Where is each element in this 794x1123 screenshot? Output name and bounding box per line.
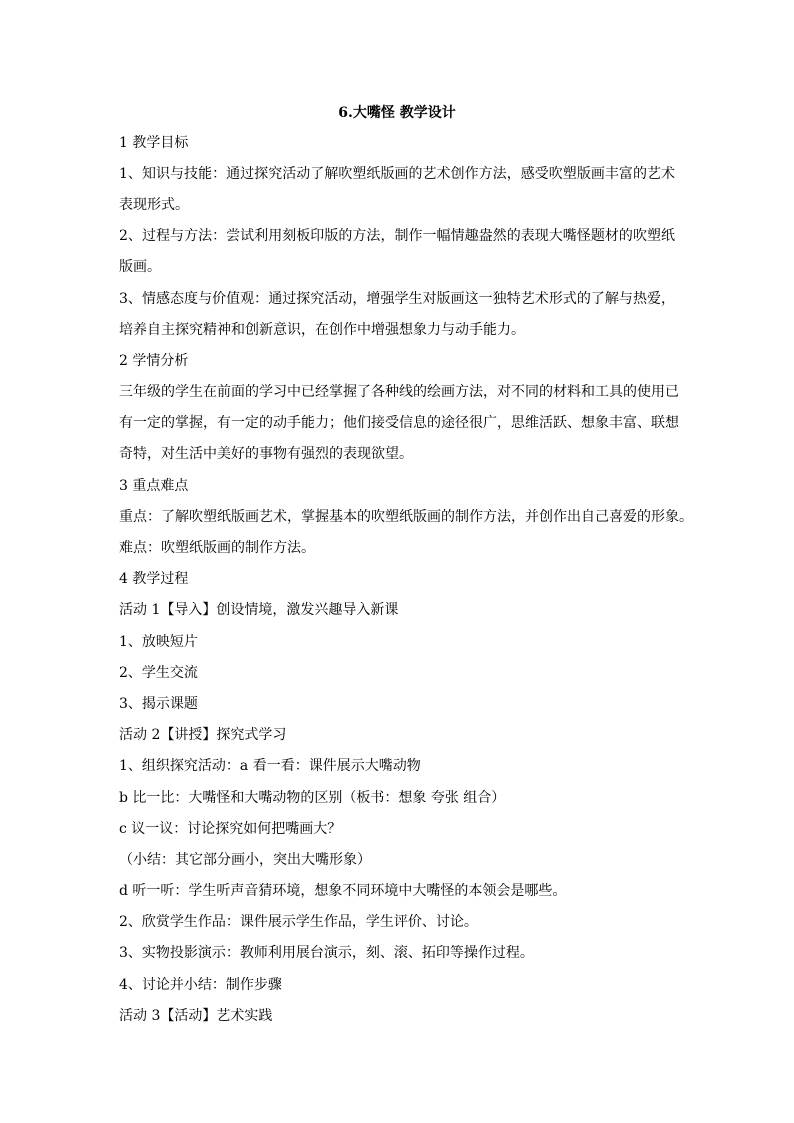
list-item: b 比一比：大嘴怪和大嘴动物的区别（板书：想象 夸张 组合）	[119, 790, 506, 806]
list-item: 1、组织探究活动：a 看一看：课件展示大嘴动物	[119, 758, 421, 774]
paragraph-line: 三年级的学生在前面的学习中已经掌握了各种线的绘画方法，对不同的材料和工具的使用已	[119, 384, 679, 400]
activity-heading: 活动 3【活动】艺术实践	[119, 1008, 273, 1024]
paragraph-line: 重点：了解吹塑纸版画艺术，掌握基本的吹塑纸版画的制作方法，并创作出自己喜爱的形象。	[119, 509, 693, 525]
paragraph-line: 版画。	[119, 259, 161, 275]
list-item: （小结：其它部分画小，突出大嘴形象）	[119, 852, 371, 868]
paragraph-line: 难点：吹塑纸版画的制作方法。	[119, 540, 315, 556]
activity-heading: 活动 1【导入】创设情境，激发兴趣导入新课	[119, 602, 399, 618]
list-item: 3、揭示课题	[119, 696, 198, 712]
paragraph-line: 培养自主探究精神和创新意识，在创作中增强想象力与动手能力。	[119, 322, 525, 338]
section-heading-analysis: 2 学情分析	[119, 353, 189, 369]
paragraph-line: 奇特，对生活中美好的事物有强烈的表现欲望。	[119, 446, 413, 462]
paragraph-line: 有一定的掌握，有一定的动手能力；他们接受信息的途径很广，思维活跃、想象丰富、联想	[119, 415, 679, 431]
list-item: 4、讨论并小结：制作步骤	[119, 977, 282, 993]
list-item: c 议一议：讨论探究如何把嘴画大？	[119, 821, 342, 837]
list-item: 2、学生交流	[119, 665, 198, 681]
activity-heading: 活动 2【讲授】探究式学习	[119, 727, 287, 743]
section-heading-key-points: 3 重点难点	[119, 478, 189, 494]
section-heading-objectives: 1 教学目标	[119, 135, 189, 151]
document-title: 6.大嘴怪 教学设计	[338, 105, 456, 121]
paragraph-line: 2、过程与方法：尝试利用刻板印版的方法，制作一幅情趣盎然的表现大嘴怪题材的吹塑纸	[119, 228, 675, 244]
list-item: d 听一听：学生听声音猜环境，想象不同环境中大嘴怪的本领会是哪些。	[119, 883, 567, 899]
list-item: 1、放映短片	[119, 634, 198, 650]
list-item: 2、欣赏学生作品：课件展示学生作品，学生评价、讨论。	[119, 914, 478, 930]
list-item: 3、实物投影演示：教师利用展台演示，刻、滚、拓印等操作过程。	[119, 945, 534, 961]
paragraph-line: 表现形式。	[119, 197, 189, 213]
paragraph-line: 3、情感态度与价值观：通过探究活动，增强学生对版画这一独特艺术形式的了解与热爱，	[119, 291, 675, 307]
paragraph-line: 1、知识与技能：通过探究活动了解吹塑纸版画的艺术创作方法，感受吹塑版画丰富的艺术	[119, 166, 675, 182]
section-heading-process: 4 教学过程	[119, 571, 189, 587]
